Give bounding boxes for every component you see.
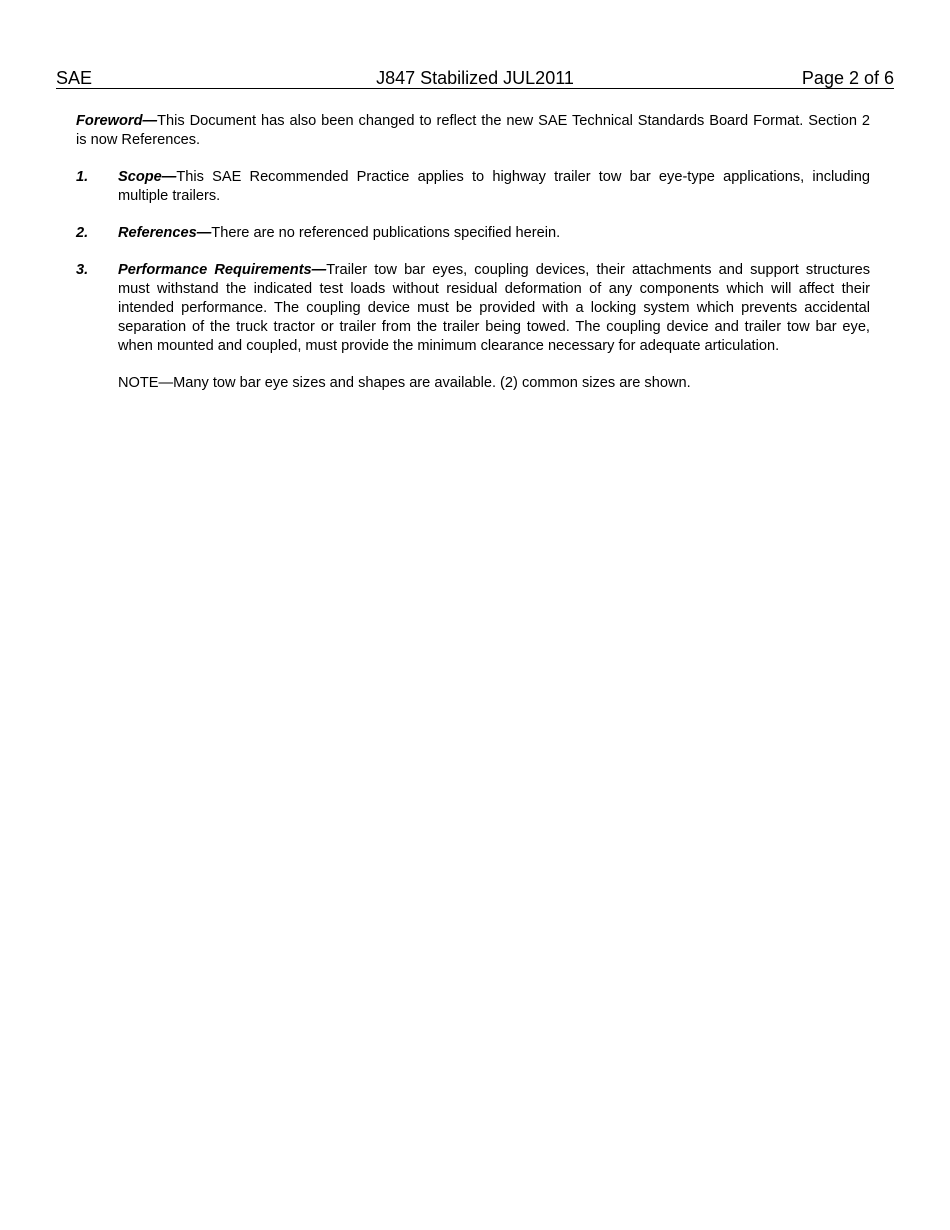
foreword-text: This Document has also been changed to reflect the new SAE Technical Standards Board Format. Section 2 is now References. (76, 113, 870, 148)
section-performance-requirements (76, 261, 870, 355)
document-body (76, 112, 870, 393)
header-organization: SAE (56, 68, 93, 88)
section-references (76, 224, 870, 243)
page-header (56, 66, 894, 89)
header-page-number: Page 2 of 6 (801, 68, 894, 88)
section-text: This SAE Recommended Practice applies to highway trailer tow bar eye-type applications, including multiple trailers. (118, 169, 870, 204)
note-paragraph: NOTE—Many tow bar eye sizes and shapes are available. (2) common sizes are shown. (118, 374, 691, 391)
section-paragraph (118, 224, 870, 243)
section-heading: Scope— (118, 169, 177, 186)
foreword-heading: Foreword— (76, 113, 158, 129)
section-text: There are no referenced publications specified herein. (211, 225, 561, 242)
section-number: 1. (76, 169, 89, 186)
section-paragraph (118, 168, 870, 206)
header-document-id: J847 Stabilized JUL2011 (376, 68, 574, 88)
section-number: 3. (76, 262, 89, 279)
section-heading: Performance Requirements— (118, 262, 327, 279)
section-number: 2. (76, 225, 89, 242)
section-heading: References— (118, 225, 212, 242)
section-paragraph (118, 261, 870, 355)
section-text: Trailer tow bar eyes, coupling devices, their attachments and support structures must withstand the indicated test loads without residual deformation of any components which will affect their intended performance. The coupling device must be provided with a locking system which prevents accidental separation of the truck tractor or trailer from the trailer being towed. The coupling device and trailer tow bar eye, when mounted and coupled, must provide the minimum clearance necessary for adequate articulation. (118, 262, 870, 354)
foreword-paragraph (76, 112, 870, 150)
section-scope (76, 168, 870, 206)
